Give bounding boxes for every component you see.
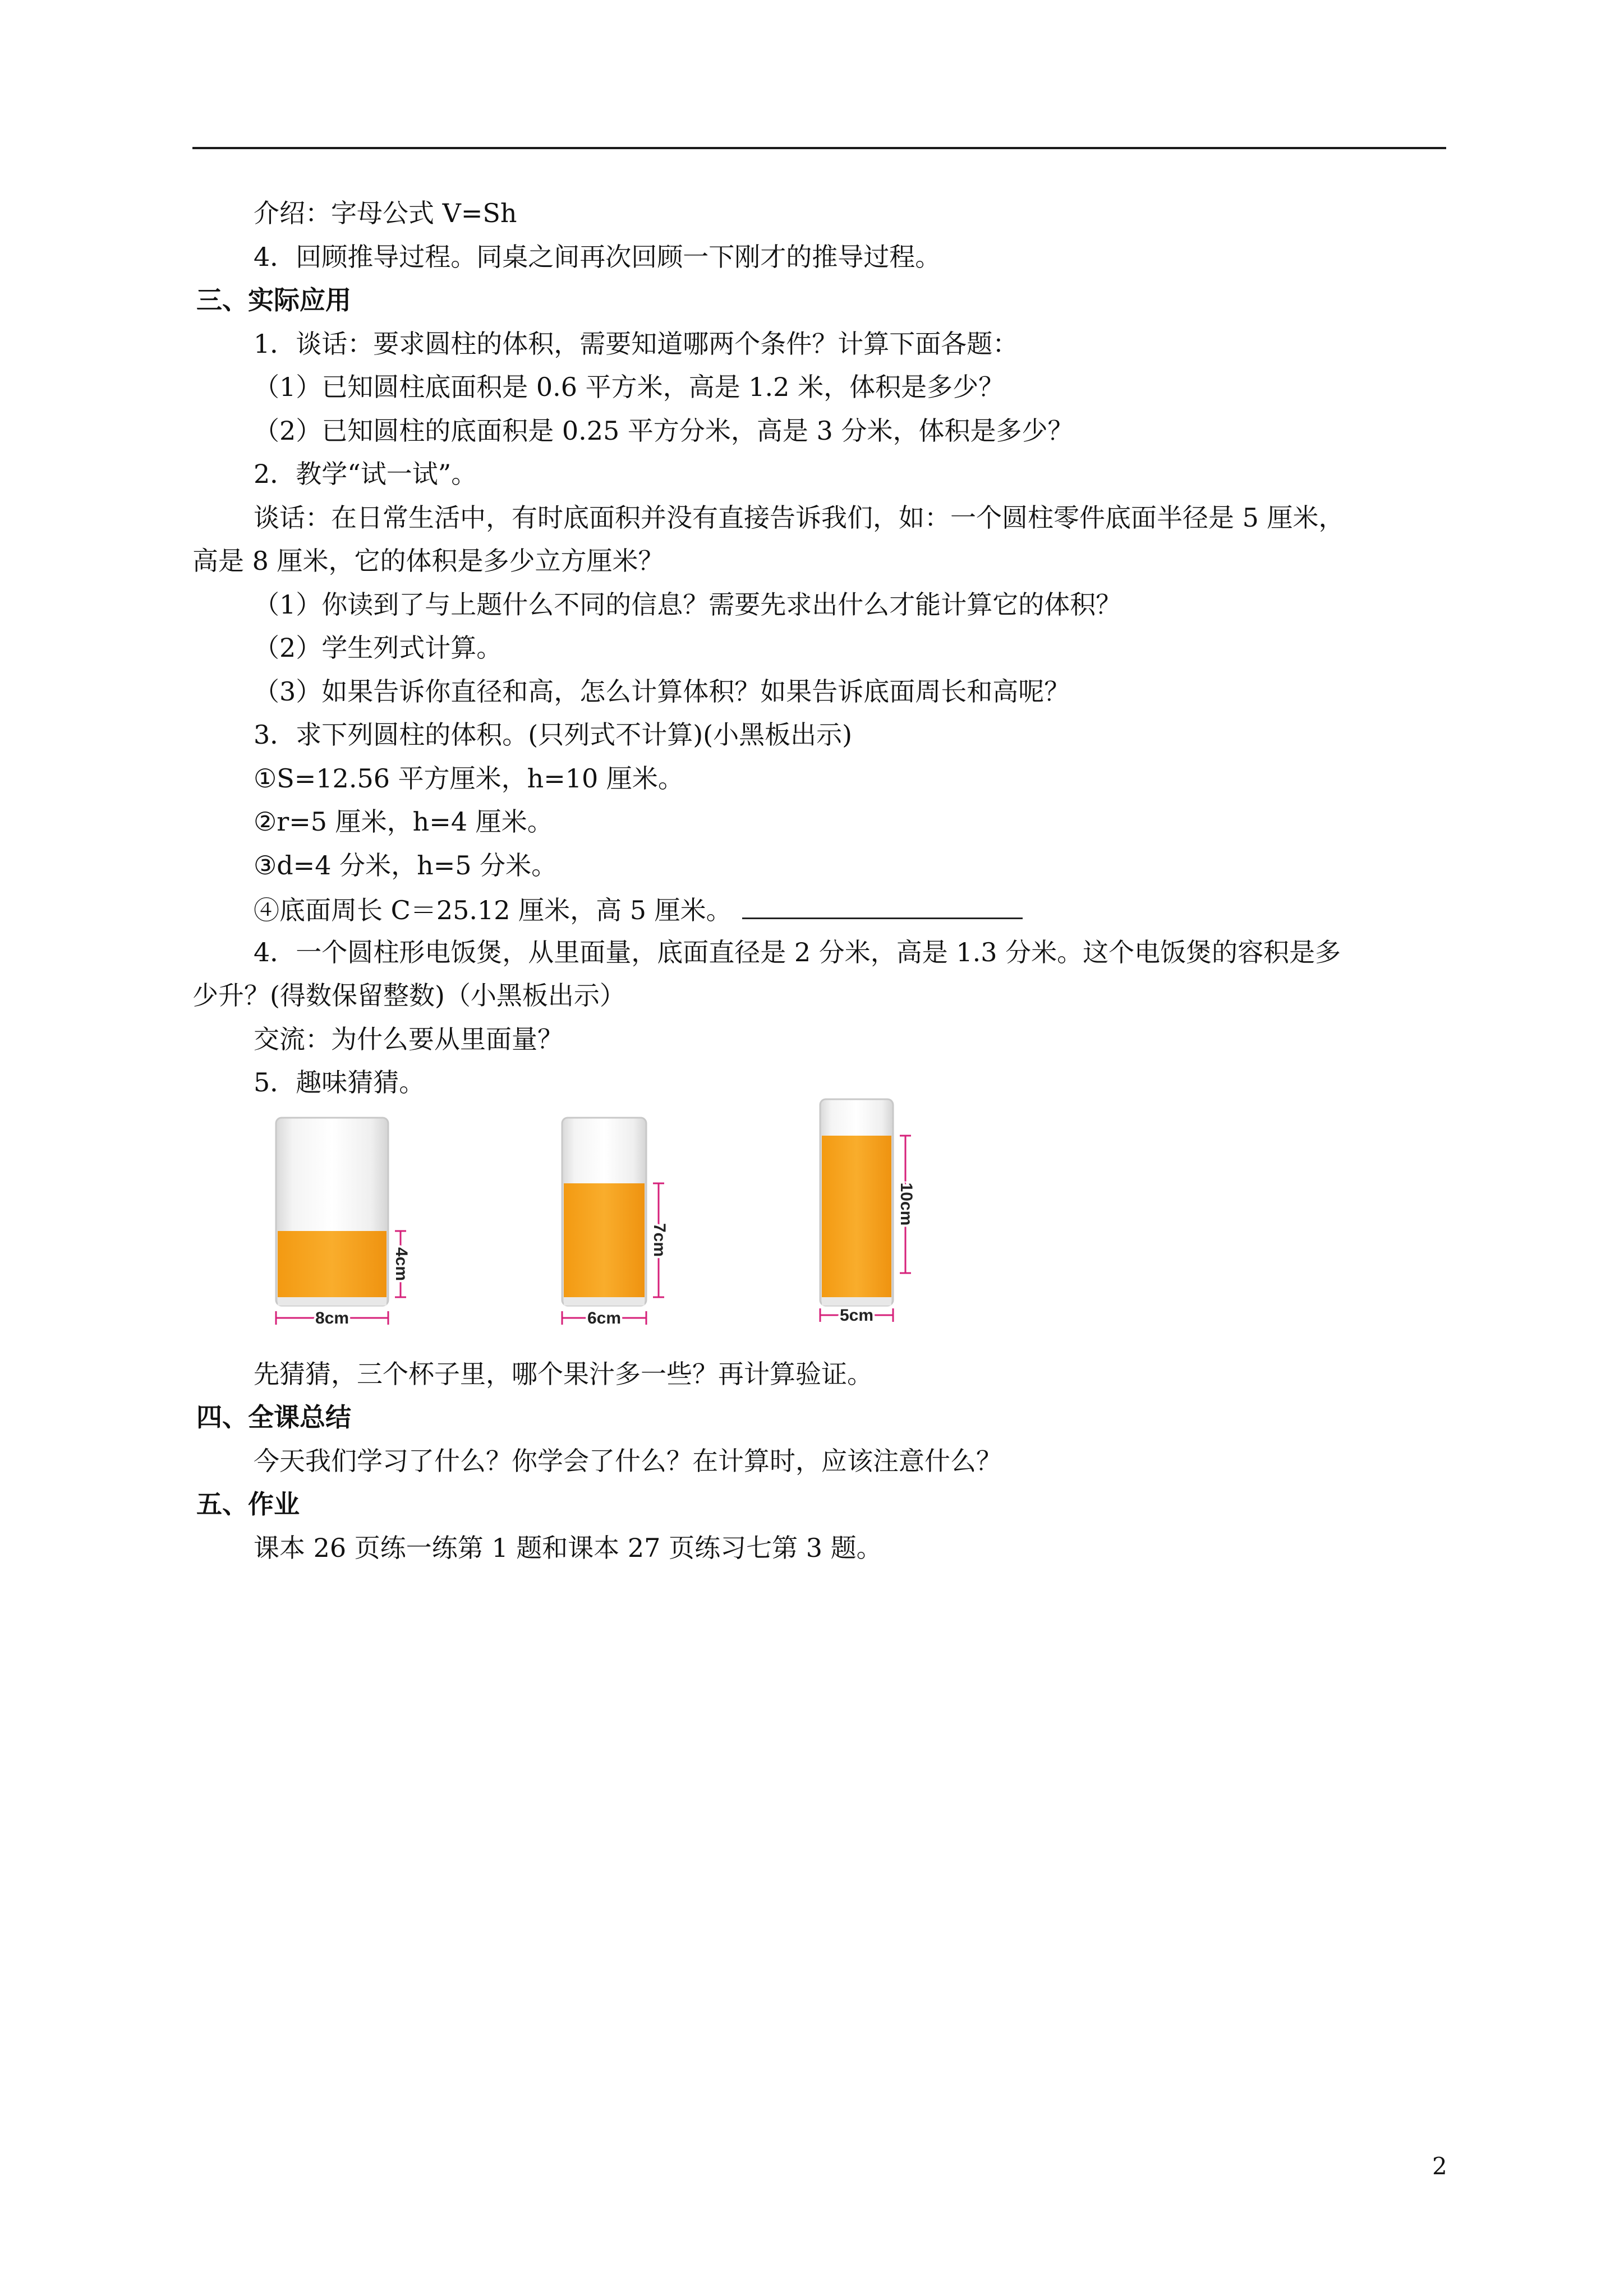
cup-3-width-label: 5cm [839,1306,874,1325]
cup-3-height-label: 10cm [897,1182,916,1226]
cup-2-width-label: 6cm [587,1308,622,1327]
formula-intro: 介绍：字母公式 V=Sh [254,198,517,228]
item-a: ①S=12.56 平方厘米，h=10 厘米。 [254,763,684,794]
guess-game: 5．趣味猜猜。 [254,1067,425,1098]
item-d [254,892,1023,927]
cup-2-juice [564,1183,645,1297]
question-2: （2）学生列式计算。 [254,633,503,663]
question-1: （1）你读到了与上题什么不同的信息？需要先求出什么才能计算它的体积？ [254,589,1122,620]
rice-cooker-problem-cont: 少升？(得数保留整数)（小黑板出示） [192,980,625,1011]
cup-3 [820,1099,915,1325]
section-heading-summary: 四、全课总结 [196,1402,351,1432]
homework-text: 课本 26 页练一练第 1 题和课本 27 页练习七第 3 题。 [254,1533,882,1563]
cup-1-width-label: 8cm [315,1308,349,1327]
item-b: ②r=5 厘米，h=4 厘米。 [254,806,553,837]
question-3: （3）如果告诉你直径和高，怎么计算体积？如果告诉底面周长和高呢？ [254,676,1070,707]
header-rule [192,147,1446,149]
discussion: 交流：为什么要从里面量？ [254,1024,563,1054]
item-d-text: ④底面周长 C＝25.12 厘米，高 5 厘米。 [254,895,732,925]
cup-1-base [278,1297,387,1306]
review-step: 4．回顾推导过程。同桌之间再次回顾一下刚才的推导过程。 [254,242,941,272]
cup-2 [562,1118,669,1327]
answer-blank [742,892,1023,919]
guess-question: 先猜猜，三个杯子里，哪个果汁多一些？再计算验证。 [254,1359,873,1389]
rice-cooker-problem: 4．一个圆柱形电饭煲，从里面量，底面直径是 2 分米，高是 1.3 分米。这个电饭煲的容积是多 [254,937,1341,967]
cup-2-base [564,1297,645,1306]
exercise-1: （1）已知圆柱底面积是 0.6 平方米，高是 1.2 米，体积是多少？ [254,372,1005,402]
cup-3-base [822,1297,891,1306]
talk-question: 1．谈话：要求圆柱的体积，需要知道哪两个条件？计算下面各题： [254,329,1019,359]
juice-cups-figure [254,1096,972,1352]
cup-1-height-label: 4cm [392,1247,411,1281]
cup-3-juice [822,1136,891,1297]
summary-text: 今天我们学习了什么？你学会了什么？在计算时，应该注意什么？ [254,1446,1002,1476]
cup-1 [276,1118,411,1327]
exercise-2: （2）已知圆柱的底面积是 0.25 平方分米，高是 3 分米，体积是多少？ [254,416,1074,446]
juice-cups-svg [254,1096,972,1352]
talk-daily-life: 谈话：在日常生活中，有时底面积并没有直接告诉我们，如：一个圆柱零件底面半径是 5 厘米， [254,502,1345,533]
volume-task: 3．求下列圆柱的体积。(只列式不计算)(小黑板出示) [254,720,853,750]
item-c: ③d=4 分米，h=5 分米。 [254,850,558,880]
talk-daily-life-cont: 高是 8 厘米，它的体积是多少立方厘米？ [192,546,664,576]
cup-2-height-label: 7cm [650,1223,669,1257]
teach-try-it: 2．教学“试一试”。 [254,459,477,489]
page-number: 2 [1432,2152,1447,2180]
section-heading-homework: 五、作业 [196,1489,300,1519]
section-heading-application: 三、实际应用 [196,285,351,315]
cup-1-juice [278,1231,387,1297]
